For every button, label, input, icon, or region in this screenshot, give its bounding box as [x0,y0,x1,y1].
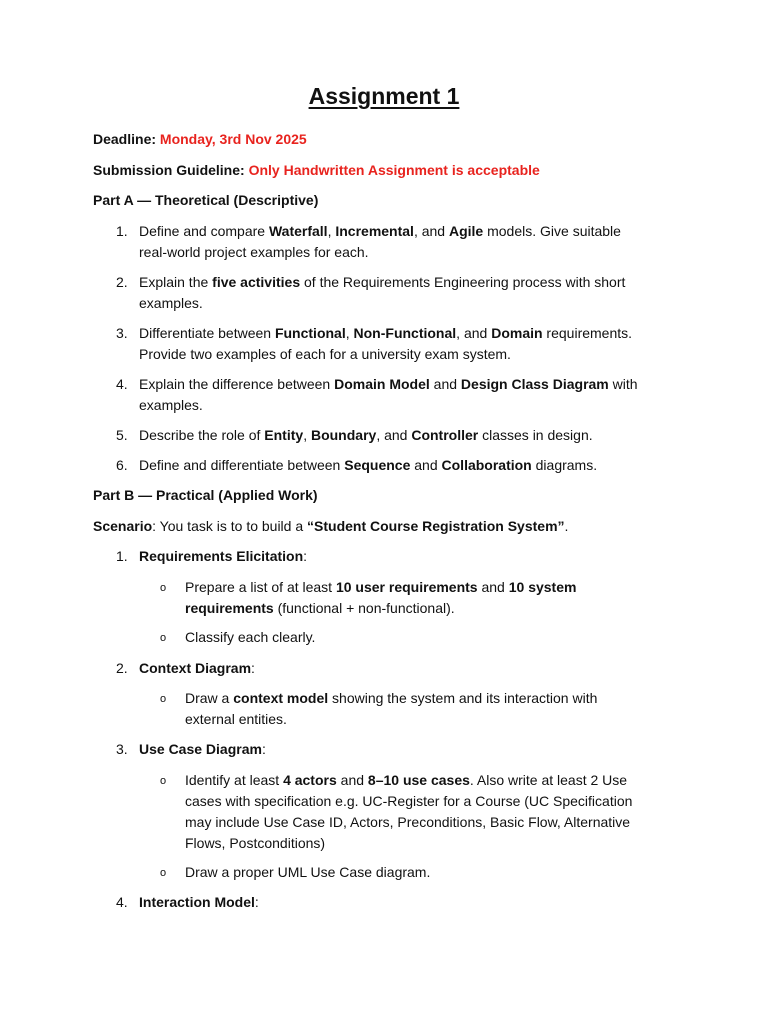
list-item: Describe the role of Entity, Boundary, and Controller classes in design. [139,427,593,443]
page-title: Assignment 1 [308,83,460,109]
bullet-icon: o [160,775,167,787]
list-number: 3. [116,325,128,341]
deadline-line [93,129,683,150]
list-item: Interaction Model: [139,894,259,910]
list-item: Requirements Elicitation: [139,548,308,564]
list-number: 4. [116,894,128,910]
bullet-icon: o [160,632,167,644]
list-number: 1. [116,548,128,564]
list-number: 5. [116,427,128,443]
list-number: 1. [116,223,128,239]
list-item: Define and differentiate between Sequence and Collaboration diagrams. [139,457,598,473]
sub-list-item: Draw a proper UML Use Case diagram. [185,864,431,880]
scenario-label: Scenario [93,518,153,534]
bullet-icon: o [160,582,167,594]
list-item: Explain the difference between Domain Model and Design Class Diagram with examples. [139,376,638,413]
list-number: 6. [116,457,128,473]
list-item: Use Case Diagram: [139,741,266,757]
sub-list-item: Prepare a list of at least 10 user requirements and 10 system requirements (functional + non-functional). [185,579,577,616]
sub-list-item: Draw a context model showing the system and its interaction with external entities. [185,690,598,727]
submission-label: Submission Guideline: [93,162,245,178]
scenario-line: Scenario: You task is to to build a “Student Course Registration System”. [93,518,569,534]
sub-list-item: Classify each clearly. [185,629,316,645]
sub-list-item: Identify at least 4 actors and 8–10 use cases. Also write at least 2 Use cases with specification e.g. UC-Register for a Course (UC Specification may include Use Case ID, Actors, Preconditions, Basic Flow, Alternative Flows, Postconditions) [185,772,633,851]
deadline-value: Monday, 3rd Nov 2025 [159,131,307,147]
list-item: Define and compare Waterfall, Incremental, and Agile models. Give suitable real-world project examples for each. [139,223,621,260]
part-a-heading: Part A — Theoretical (Descriptive) [93,192,319,208]
submission-line [93,160,683,181]
list-number: 2. [116,274,128,290]
bullet-icon: o [160,693,167,705]
list-item: Context Diagram: [139,660,255,676]
list-number: 3. [116,741,128,757]
list-item: Differentiate between Functional, Non-Functional, and Domain requirements. Provide two examples of each for a university exam system. [139,325,633,362]
list-item: Explain the five activities of the Requirements Engineering process with short examples. [139,274,626,311]
scenario-system-name: “Student Course Registration System” [307,518,565,534]
submission-value: Only Handwritten Assignment is acceptable [248,162,540,178]
bullet-icon: o [160,867,167,879]
deadline-label: Deadline: [93,131,157,147]
part-b-heading: Part B — Practical (Applied Work) [93,487,318,503]
list-number: 2. [116,660,128,676]
list-number: 4. [116,376,128,392]
